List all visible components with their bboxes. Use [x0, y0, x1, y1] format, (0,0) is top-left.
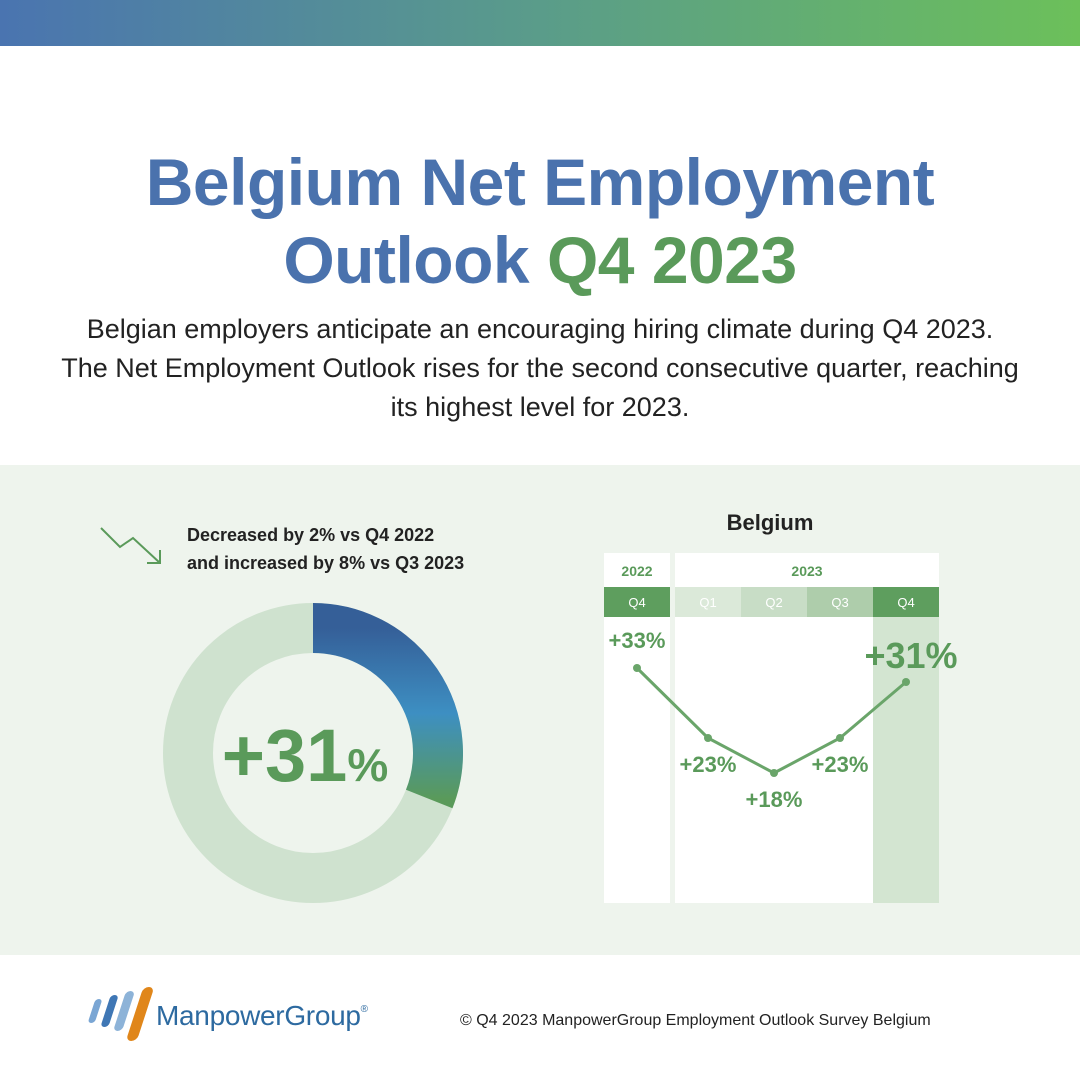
page-title	[0, 143, 1080, 299]
registered-mark: ®	[360, 1004, 368, 1015]
data-label: +33%	[608, 628, 666, 653]
data-point	[836, 734, 844, 742]
quarter-label: Q4	[628, 595, 646, 610]
data-point	[633, 664, 641, 672]
donut-center-value	[222, 714, 388, 797]
data-point	[902, 678, 910, 686]
donut-number: +31	[221, 714, 348, 797]
data-label: +23%	[679, 752, 737, 777]
brand-name	[156, 1000, 368, 1032]
outlook-donut-chart	[163, 603, 463, 903]
data-point	[704, 734, 712, 742]
brand-wordmark: ManpowerGroup	[156, 1000, 361, 1031]
comparison-note	[187, 521, 464, 577]
year-label: 2023	[791, 563, 823, 579]
logo-stripe-1	[88, 999, 103, 1023]
data-point	[770, 769, 778, 777]
subtitle: Belgian employers anticipate an encouraging hiring climate during Q4 2023. The Net Employment Outlook rises for the second consecutive quarter, reaching its highest level for 2023.	[61, 314, 1019, 422]
comparison-note-line-1: Decreased by 2% vs Q4 2022	[187, 525, 435, 545]
top-gradient-bar	[0, 0, 1080, 46]
arrow-down-right-icon	[98, 523, 170, 569]
donut-unit: %	[347, 739, 389, 791]
data-label: +23%	[811, 752, 869, 777]
data-label: +31%	[864, 635, 958, 676]
title-quarter: Q4 2023	[546, 223, 797, 297]
title-line-1: Belgium Net Employment	[145, 145, 935, 219]
comparison-note-line-2: and increased by 8% vs Q3 2023	[187, 553, 465, 573]
quarter-label: Q3	[831, 595, 849, 610]
quarter-label: Q4	[897, 595, 915, 610]
line-chart-title: Belgium	[726, 510, 814, 535]
quarter-label: Q1	[699, 595, 717, 610]
quarter-label: Q2	[765, 595, 783, 610]
data-label: +18%	[745, 787, 803, 812]
title-outlook: Outlook	[283, 223, 530, 297]
line-chart	[590, 545, 970, 915]
footer-copyright: © Q4 2023 ManpowerGroup Employment Outlook Survey Belgium	[460, 1012, 931, 1029]
year-label: 2022	[621, 563, 653, 579]
title-line-2	[0, 221, 1080, 299]
